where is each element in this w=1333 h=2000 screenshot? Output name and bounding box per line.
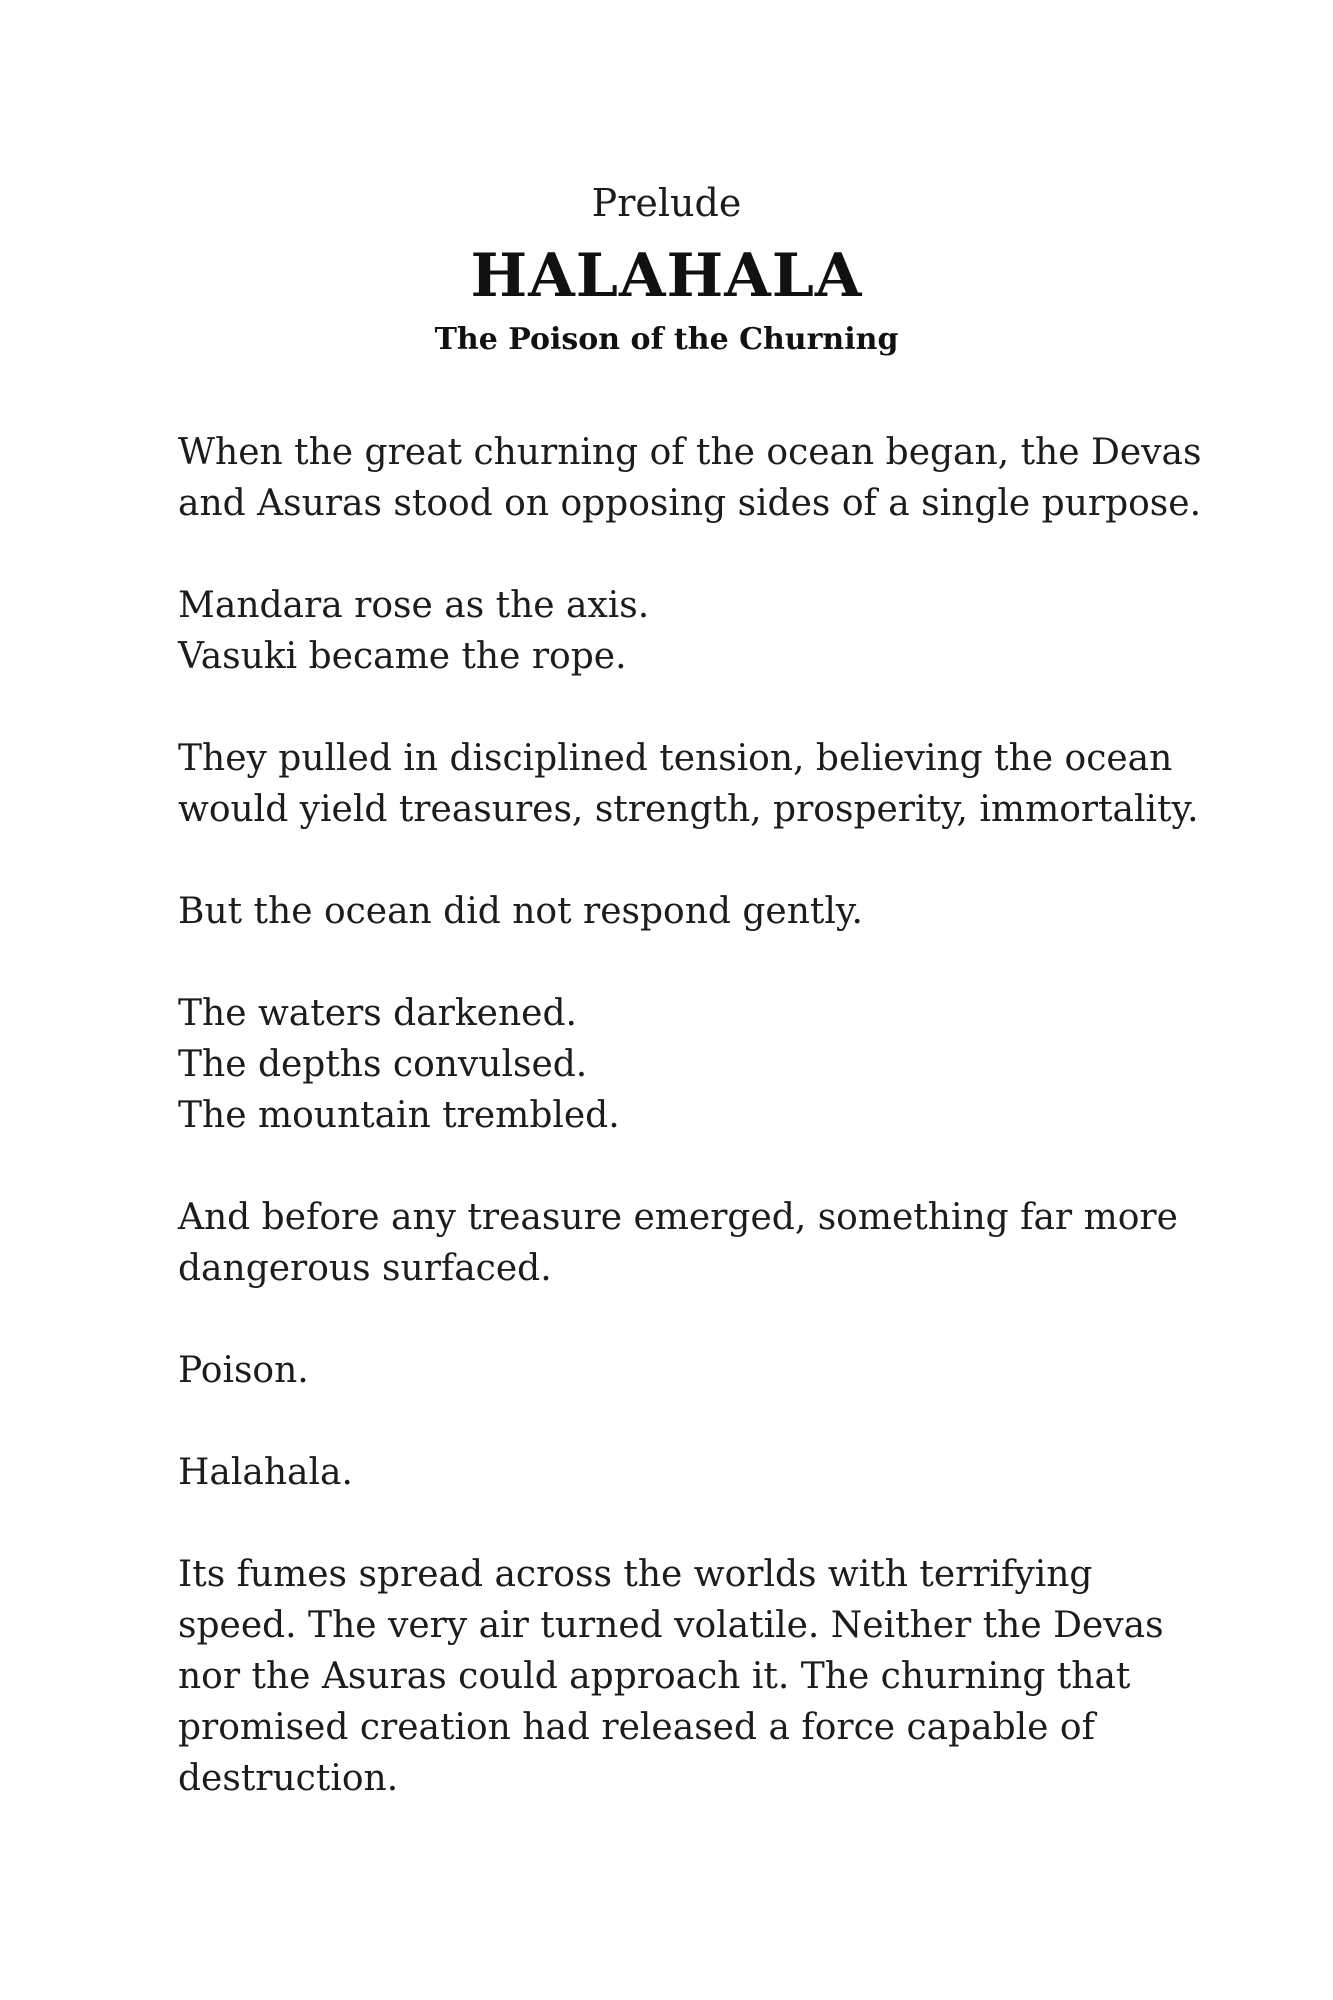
paragraph <box>178 580 1178 682</box>
text-line: Its fumes spread across the worlds with terrifying <box>178 1554 1093 1595</box>
text-line: and Asuras stood on opposing sides of a single purpose. <box>178 483 1202 524</box>
body-text <box>178 427 1202 1855</box>
paragraph <box>178 886 1178 937</box>
text-line: Poison. <box>178 1350 309 1391</box>
chapter-label: Prelude <box>591 181 742 225</box>
paragraph <box>178 1447 1178 1498</box>
text-line: Halahala. <box>178 1452 353 1493</box>
text-line: promised creation had released a force capable of <box>178 1707 1095 1748</box>
text-line: The waters darkened. <box>178 993 577 1034</box>
text-line: would yield treasures, strength, prosperity, immortality. <box>178 789 1199 830</box>
text-line: dangerous surfaced. <box>178 1248 552 1289</box>
text-line: nor the Asuras could approach it. The churning that <box>178 1656 1131 1697</box>
chapter-title: HALAHALA <box>470 241 863 311</box>
chapter-subtitle: The Poison of the Churning <box>434 322 899 357</box>
paragraph <box>178 1345 1178 1396</box>
paragraph <box>178 1549 1178 1804</box>
text-line: The mountain trembled. <box>178 1095 620 1136</box>
text-line: And before any treasure emerged, something far more <box>178 1197 1178 1238</box>
text-line: They pulled in disciplined tension, believing the ocean <box>178 738 1173 779</box>
text-line: destruction. <box>178 1758 399 1799</box>
paragraph <box>178 988 1178 1141</box>
text-line: When the great churning of the ocean began, the Devas <box>178 432 1202 473</box>
text-line: speed. The very air turned volatile. Neither the Devas <box>178 1605 1164 1646</box>
text-line: The depths convulsed. <box>178 1044 588 1085</box>
text-line: But the ocean did not respond gently. <box>178 891 863 932</box>
text-line: Vasuki became the rope. <box>178 636 627 677</box>
paragraph <box>178 1192 1178 1294</box>
paragraph <box>178 427 1202 529</box>
paragraph <box>178 733 1199 835</box>
text-line: Mandara rose as the axis. <box>178 585 650 626</box>
